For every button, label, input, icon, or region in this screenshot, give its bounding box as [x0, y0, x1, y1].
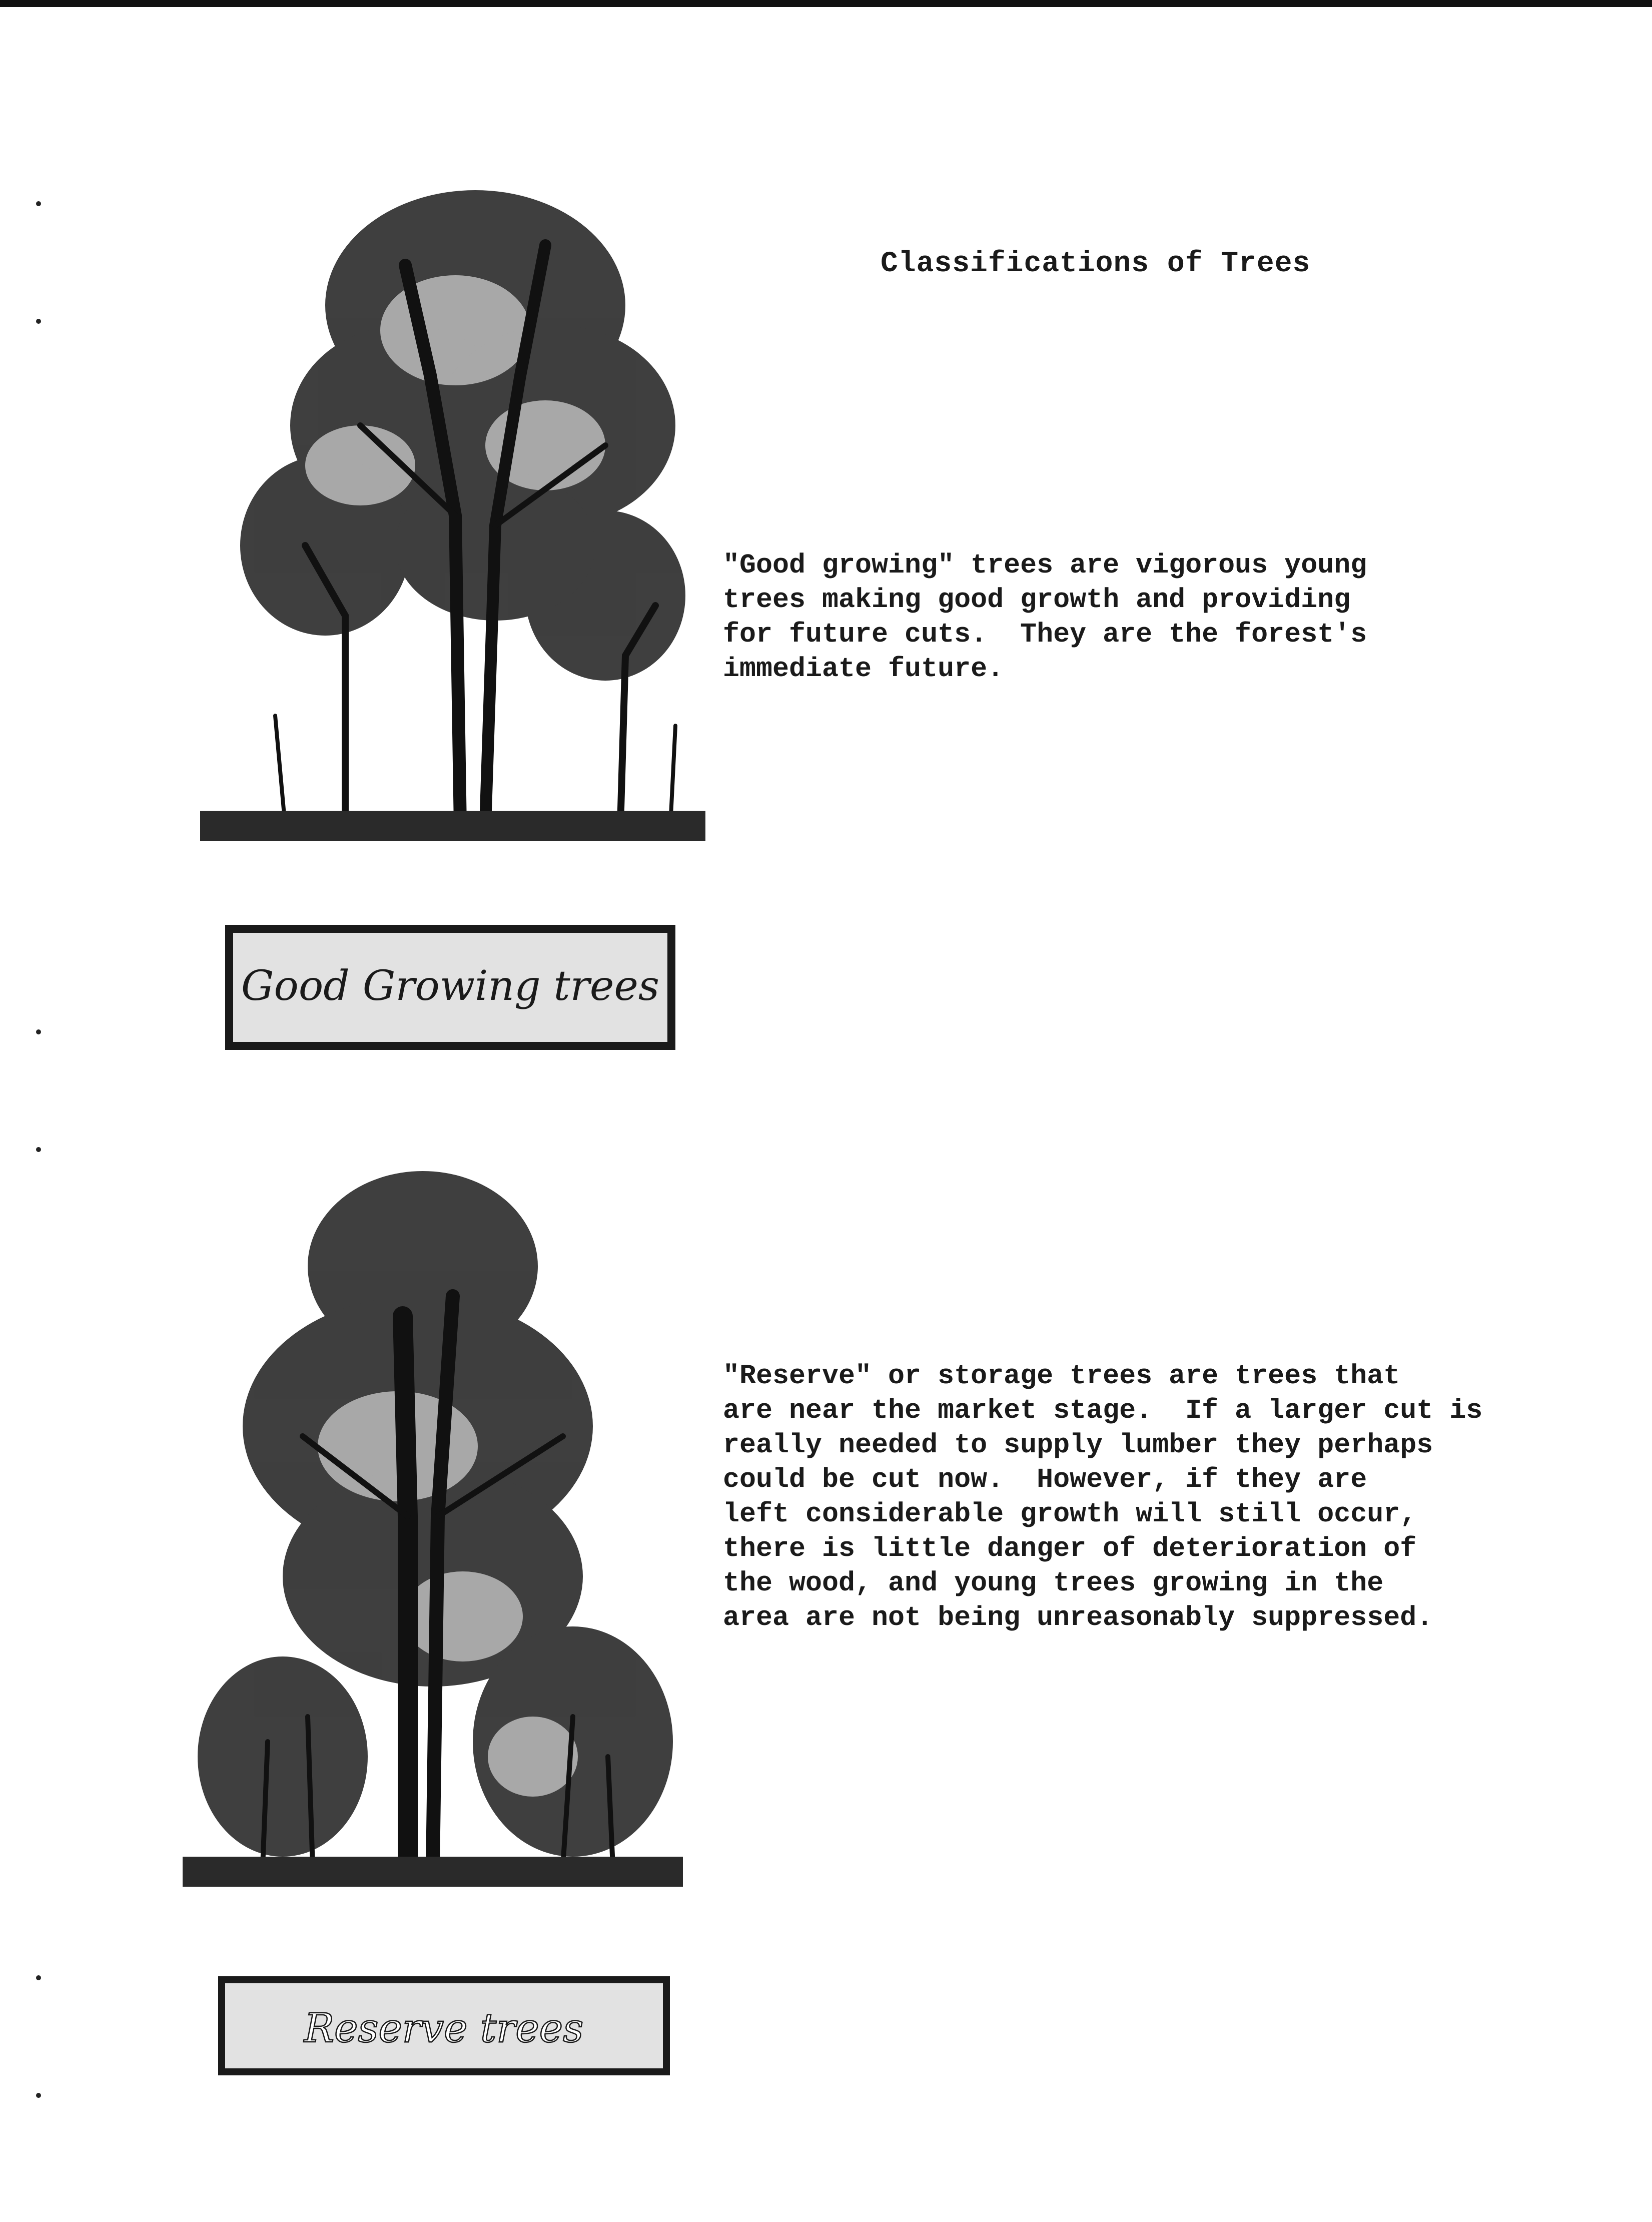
good-growing-tree-icon	[195, 165, 710, 846]
margin-mark	[36, 1975, 41, 1980]
margin-mark	[36, 2093, 41, 2098]
reserve-tree-icon	[183, 1166, 683, 1892]
reserve-trees-description: "Reserve" or storage trees are trees that are near the market stage. If a larger cut is really needed to supply lumber they perhaps could be cut now. However, if they are left considerable growth will still occur, there is little danger of deterioration of the wood, and young trees growing in the area are not being unreasonably suppressed.	[723, 1360, 1483, 1633]
margin-mark	[36, 1147, 41, 1152]
plaque-label: Reserve trees	[304, 2005, 584, 2051]
margin-mark	[36, 1029, 41, 1034]
page-title: Classifications of Trees	[881, 248, 1311, 280]
scan-top-border	[0, 0, 1652, 7]
good-growing-description: "Good growing" trees are vigorous young trees making good growth and providing for future cuts. They are the forest's immediate future.	[723, 549, 1367, 685]
margin-mark	[36, 319, 41, 324]
plaque-label: Good Growing trees	[241, 962, 659, 1010]
reserve-trees-plaque	[218, 1976, 670, 2078]
margin-mark	[36, 201, 41, 206]
good-growing-plaque	[225, 925, 675, 1052]
